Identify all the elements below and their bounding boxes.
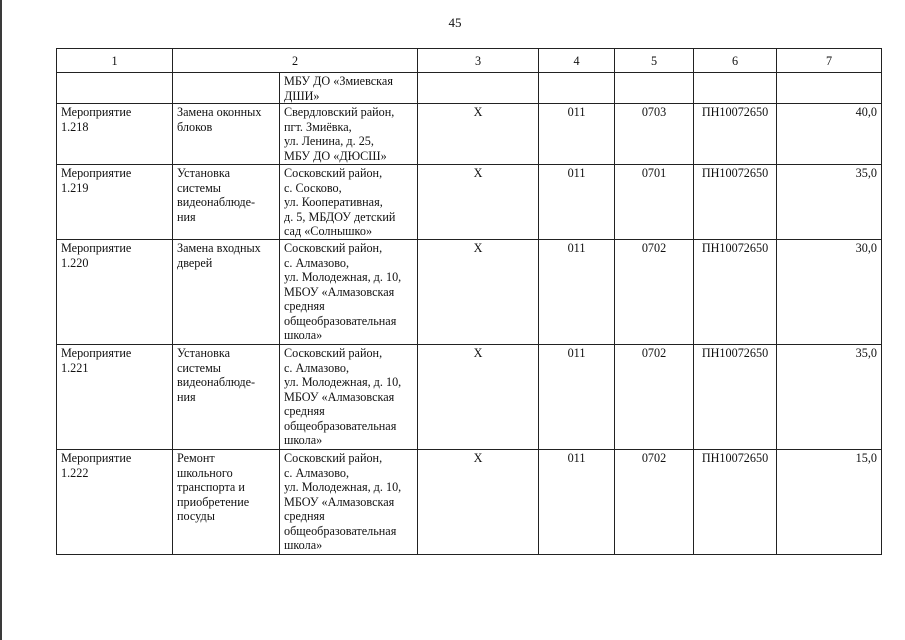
location-line: МБОУ «Алмазовская [284, 284, 395, 299]
page-left-edge [0, 0, 2, 640]
description-line: Установка [177, 166, 230, 180]
location-line: сад «Солнышко» [284, 224, 373, 238]
header-row [57, 49, 882, 73]
event-line: 1.219 [61, 180, 89, 195]
cell-event [57, 73, 173, 104]
table-row [57, 165, 882, 240]
description-line: дверей [177, 255, 213, 270]
location-line: Свердловский район, [284, 105, 395, 119]
event-line: Мероприятие [61, 241, 132, 255]
location-line: ул. Ленина, д. 25, [284, 134, 374, 148]
header-cell-7: 7 [777, 49, 882, 73]
cell-event [57, 240, 173, 345]
cell-code-4: 011 [539, 450, 615, 555]
description-line: ния [177, 209, 196, 224]
cell-location [280, 345, 418, 450]
description-line: школьного [177, 465, 233, 480]
cell-location [280, 240, 418, 345]
cell-location [280, 165, 418, 240]
header-cell-2: 2 [173, 49, 418, 73]
event-line: Мероприятие [61, 346, 132, 360]
description-line: блоков [177, 119, 213, 134]
location-line: ул. Кооперативная, [284, 195, 383, 209]
header-cell-5: 5 [615, 49, 694, 73]
cell-description [173, 104, 280, 165]
location-line: средняя [284, 404, 325, 418]
location-line: с. Сосково, [284, 180, 342, 195]
table-row [57, 104, 882, 165]
location-line: Сосковский район, [284, 451, 383, 465]
cell-x [418, 73, 539, 104]
location-line: Сосковский район, [284, 346, 383, 360]
location-line: ДШИ» [284, 88, 320, 103]
cell-code-6: ПН10072650 [694, 240, 777, 345]
cell-description [173, 165, 280, 240]
cell-location [280, 450, 418, 555]
location-line: с. Алмазово, [284, 360, 350, 375]
cell-x: Х [418, 345, 539, 450]
description-line: Замена входных [177, 241, 261, 255]
cell-code-4: 011 [539, 345, 615, 450]
location-line: ул. Молодежная, д. 10, [284, 480, 402, 494]
cell-description [173, 73, 280, 104]
cell-location [280, 73, 418, 104]
description-line: Ремонт [177, 451, 215, 465]
location-line: с. Алмазово, [284, 255, 350, 270]
location-line: д. 5, МБДОУ детский [284, 209, 396, 224]
cell-event [57, 104, 173, 165]
table-row [57, 240, 882, 345]
cell-description [173, 450, 280, 555]
cell-code-5 [615, 73, 694, 104]
header-cell-6: 6 [694, 49, 777, 73]
cell-code-6: ПН10072650 [694, 450, 777, 555]
cell-code-6: ПН10072650 [694, 165, 777, 240]
location-line: МБУ ДО «ДЮСШ» [284, 148, 387, 163]
cell-x: Х [418, 165, 539, 240]
cell-code-4: 011 [539, 165, 615, 240]
table-row [57, 450, 882, 555]
location-line: общеобразовательная [284, 523, 397, 538]
event-line: Мероприятие [61, 105, 132, 119]
event-line: 1.222 [61, 465, 89, 480]
location-line: школа» [284, 433, 323, 447]
page-number: 45 [448, 15, 462, 30]
cell-x: Х [418, 240, 539, 345]
location-line: Сосковский район, [284, 241, 383, 255]
location-line: пгт. Змиёвка, [284, 119, 352, 134]
location-line: школа» [284, 538, 323, 552]
location-line: Сосковский район, [284, 166, 383, 180]
cell-amount: 40,0 [777, 104, 882, 165]
cell-code-5: 0701 [615, 165, 694, 240]
event-line: Мероприятие [61, 451, 132, 465]
cell-code-5: 0702 [615, 450, 694, 555]
header-cell-1: 1 [57, 49, 173, 73]
cell-description [173, 240, 280, 345]
location-line: МБУ ДО «Змиевская [284, 74, 393, 88]
cell-code-4: 011 [539, 104, 615, 165]
description-line: транспорта и [177, 480, 245, 494]
cell-code-4 [539, 73, 615, 104]
header-cell-4: 4 [539, 49, 615, 73]
cell-code-6: ПН10072650 [694, 345, 777, 450]
location-line: ул. Молодежная, д. 10, [284, 270, 402, 284]
cell-code-5: 0702 [615, 345, 694, 450]
event-line: 1.218 [61, 119, 89, 134]
description-line: Замена оконных [177, 105, 262, 119]
budget-table [56, 48, 882, 555]
header-cell-3: 3 [418, 49, 539, 73]
description-line: системы [177, 180, 221, 195]
cell-event [57, 165, 173, 240]
description-line: системы [177, 360, 221, 375]
cell-amount: 35,0 [777, 345, 882, 450]
cell-code-6: ПН10072650 [694, 104, 777, 165]
table-row [57, 345, 882, 450]
cell-code-5: 0702 [615, 240, 694, 345]
continuation-row [57, 73, 882, 104]
cell-event [57, 345, 173, 450]
event-line: 1.220 [61, 255, 89, 270]
location-line: средняя [284, 509, 325, 523]
location-line: МБОУ «Алмазовская [284, 494, 395, 509]
location-line: школа» [284, 328, 323, 342]
description-line: ния [177, 389, 196, 404]
cell-description [173, 345, 280, 450]
cell-code-6 [694, 73, 777, 104]
cell-code-4: 011 [539, 240, 615, 345]
location-line: средняя [284, 299, 325, 313]
cell-location [280, 104, 418, 165]
description-line: посуды [177, 509, 215, 523]
location-line: МБОУ «Алмазовская [284, 389, 395, 404]
location-line: с. Алмазово, [284, 465, 350, 480]
description-line: Установка [177, 346, 230, 360]
cell-code-5: 0703 [615, 104, 694, 165]
cell-event [57, 450, 173, 555]
cell-x: Х [418, 104, 539, 165]
cell-amount: 15,0 [777, 450, 882, 555]
location-line: ул. Молодежная, д. 10, [284, 375, 402, 389]
description-line: приобретение [177, 494, 250, 509]
event-line: 1.221 [61, 360, 89, 375]
description-line: видеонаблюде- [177, 375, 256, 389]
cell-x: Х [418, 450, 539, 555]
cell-amount: 30,0 [777, 240, 882, 345]
event-line: Мероприятие [61, 166, 132, 180]
description-line: видеонаблюде- [177, 195, 256, 209]
location-line: общеобразовательная [284, 418, 397, 433]
location-line: общеобразовательная [284, 313, 397, 328]
cell-amount [777, 73, 882, 104]
cell-amount: 35,0 [777, 165, 882, 240]
